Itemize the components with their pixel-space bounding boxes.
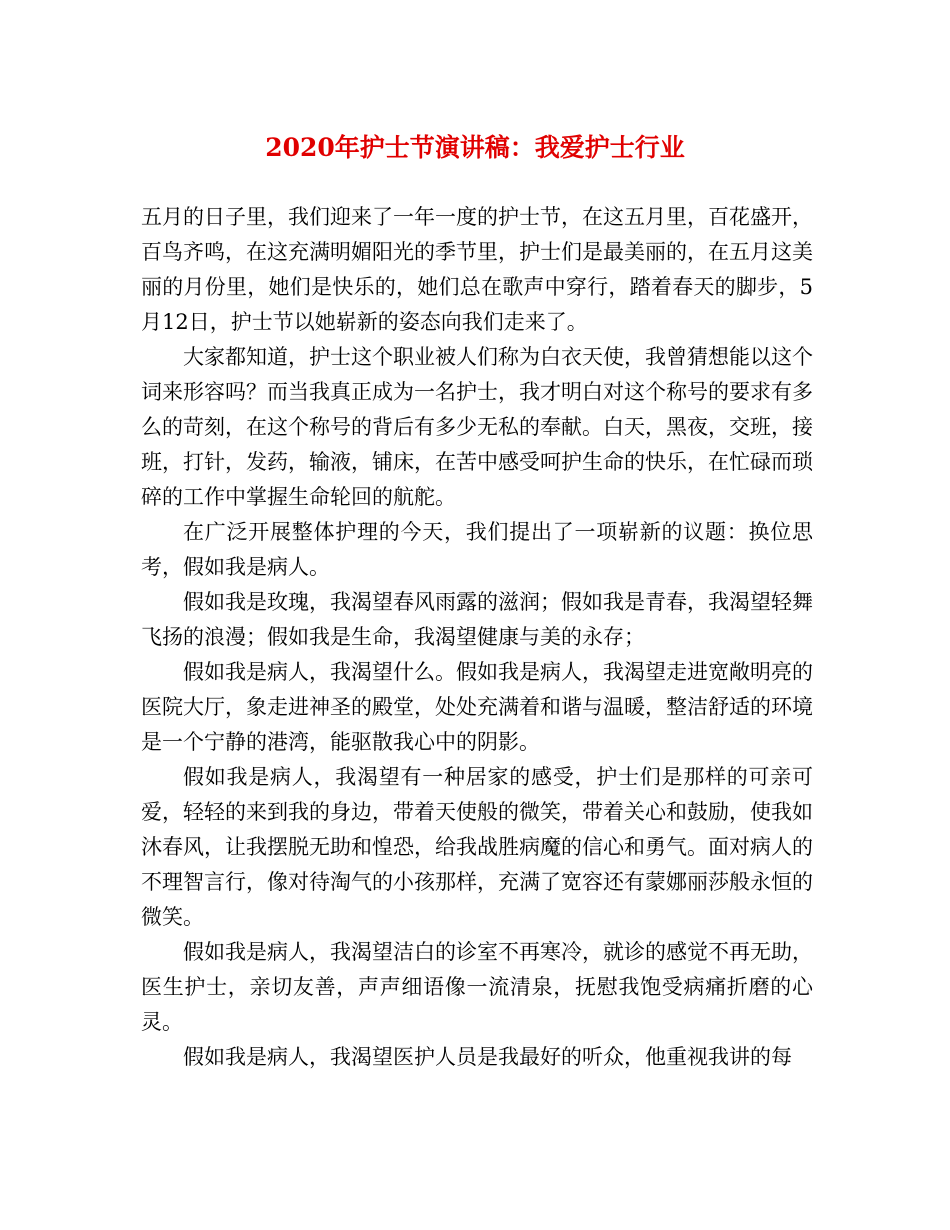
document-body: [141, 200, 813, 1075]
paragraph-3: 在广泛开展整体护理的今天，我们提出了一项崭新的议题：换位思考，假如我是病人。: [141, 520, 813, 579]
paragraph-5: 假如我是病人，我渴望什么。假如我是病人，我渴望走进宽敞明亮的医院大厅，象走进神圣的殿堂，处处充满着和谐与温暖，整洁舒适的环境是一个宁静的港湾，能驱散我心中的阴影。: [141, 660, 813, 754]
document-title: 2020年护士节演讲稿：我爱护士行业: [265, 133, 685, 162]
paragraph-6: 假如我是病人，我渴望有一种居家的感受，护士们是那样的可亲可爱，轻轻的来到我的身边，带着天使般的微笑，带着关心和鼓励，使我如沐春风，让我摆脱无助和惶恐，给我战胜病魔的信心和勇气。面对病人的不理智言行，像对待淘气的小孩那样，充满了宽容还有蒙娜丽莎般永恒的微笑。: [141, 765, 813, 929]
paragraph-8: 假如我是病人，我渴望医护人员是我最好的听众，他重视我讲的每: [183, 1045, 792, 1069]
paragraph-7: 假如我是病人，我渴望洁白的诊室不再寒冷，就诊的感觉不再无助，医生护士，亲切友善，声声细语像一流清泉，抚慰我饱受病痛折磨的心灵。: [141, 940, 813, 1034]
paragraph-1: 五月的日子里，我们迎来了一年一度的护士节，在这五月里，百花盛开，百鸟齐鸣，在这充满明媚阳光的季节里，护士们是最美丽的，在五月这美丽的月份里，她们是快乐的，她们总在歌声中穿行，踏着春天的脚步，5月12日，护士节以她崭新的姿态向我们走来了。: [141, 205, 813, 334]
paragraph-4: 假如我是玫瑰，我渴望春风雨露的滋润；假如我是青春，我渴望轻舞飞扬的浪漫；假如我是生命，我渴望健康与美的永存；: [141, 590, 813, 649]
paragraph-2: 大家都知道，护士这个职业被人们称为白衣天使，我曾猜想能以这个词来形容吗？而当我真正成为一名护士，我才明白对这个称号的要求有多么的苛刻，在这个称号的背后有多少无私的奉献。白天，黑夜，交班，接班，打针，发药，输液，铺床，在苦中感受呵护生命的快乐，在忙碌而琐碎的工作中掌握生命轮回的航舵。: [141, 345, 813, 509]
